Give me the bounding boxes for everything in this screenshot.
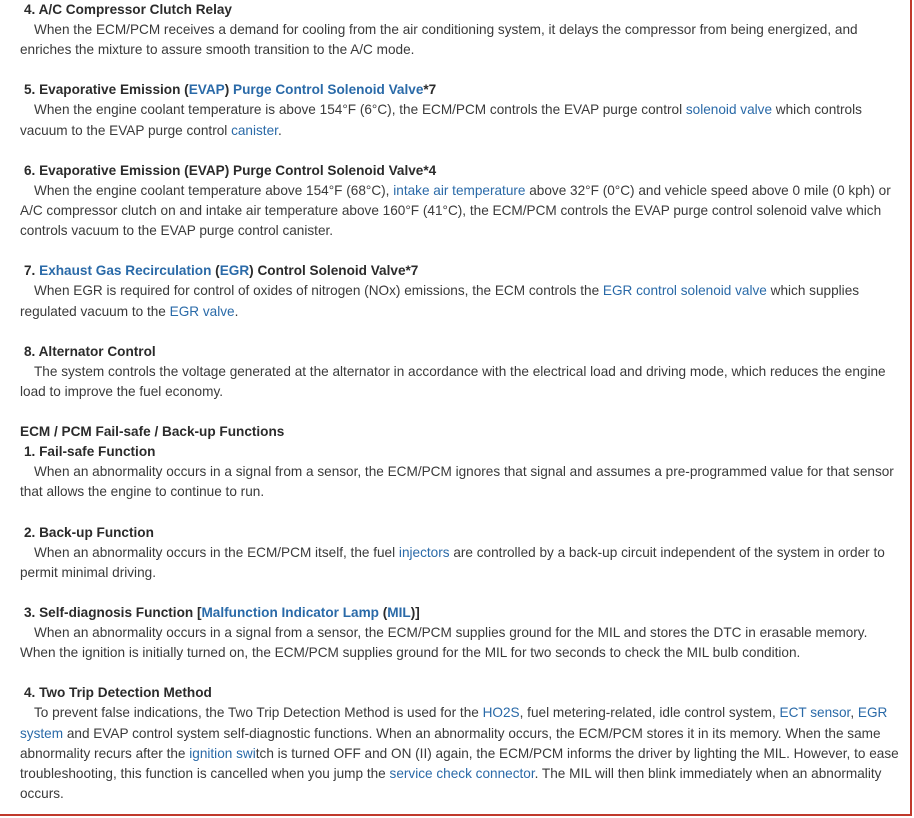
heading-text: )]	[410, 605, 420, 621]
body-text: ,	[850, 705, 858, 721]
heading-text: *7	[423, 82, 437, 98]
egr-link[interactable]: EGR	[219, 263, 250, 279]
body-text: which controls vacuum to the EVAP purge control	[20, 102, 862, 138]
ho2s-link[interactable]: HO2S	[482, 705, 520, 721]
heading-text: (	[211, 263, 220, 279]
section-body: The system controls the voltage generated at the alternator in accordance with the electrical load and driving mode, which reduces the engine load to improve the fuel economy.	[20, 363, 886, 400]
section-alternator-control	[20, 342, 904, 402]
section-two-trip-detection	[20, 683, 904, 804]
section-body: When an abnormality occurs in a signal from a sensor, the ECM/PCM supplies ground for the MIL and stores the DTC in erasable memory. When the ignition is initially turned on, the ECM/PCM supplies ground for the MIL for two seconds to check the MIL bulb condition.	[20, 625, 868, 661]
section-fail-safe-function	[20, 442, 904, 502]
section-body	[20, 703, 904, 804]
heading-text: 7.	[24, 263, 40, 279]
intake-air-temperature-link[interactable]: intake air temperature	[393, 182, 526, 198]
section-body	[20, 181, 904, 242]
injectors-link[interactable]: injectors	[398, 544, 450, 560]
body-text: tch is turned OFF and ON (II) again, the ECM/PCM informs the driver by lighting the MIL. However, to ease troubleshooting, this function is cancelled when you jump the	[20, 745, 899, 782]
body-text: To prevent false indications, the Two Trip Detection Method is used for the	[34, 705, 483, 721]
section-heading: 4. A/C Compressor Clutch Relay	[24, 2, 232, 17]
mil-link[interactable]: MIL	[387, 605, 411, 621]
section-heading: 2. Back-up Function	[24, 524, 154, 540]
egr-system-link[interactable]: EGR system	[20, 705, 888, 741]
section-evap-purge-4	[20, 161, 904, 242]
section-self-diagnosis-function	[20, 603, 904, 663]
section-body: When the ECM/PCM receives a demand for cooling from the air conditioning system, it delays the compressor from being energized, and enriches the mixture to assure smooth transition to the A/C mode.	[20, 22, 858, 58]
heading-text: (	[378, 605, 388, 621]
evap-link[interactable]: EVAP	[188, 82, 225, 98]
egr-valve-link[interactable]: EGR valve	[169, 303, 235, 319]
section-heading	[20, 80, 904, 100]
section-heading	[20, 261, 904, 281]
section-heading: 6. Evaporative Emission (EVAP) Purge Control Solenoid Valve*4	[24, 162, 437, 178]
body-text: When the engine coolant temperature above 154°F (68°C),	[34, 182, 394, 198]
body-text: . The MIL will then blink immediately when an abnormality occurs.	[20, 766, 882, 802]
body-text: are controlled by a back-up circuit independent of the system in order to permit minimal driving.	[20, 544, 885, 580]
body-text: When the engine coolant temperature is above 154°F (6°C), the ECM/PCM controls the EVAP purge control	[34, 102, 686, 118]
section-body	[20, 543, 904, 583]
canister-link[interactable]: canister	[231, 122, 278, 138]
body-text: , fuel metering-related, idle control system,	[519, 705, 780, 721]
body-text: and EVAP control system self-diagnostic functions. When an abnormality occurs, the ECM/PCM stores it in its memory. When the same abnormality recurs after the	[20, 725, 881, 761]
malfunction-indicator-lamp-link[interactable]: Malfunction Indicator Lamp	[201, 605, 379, 621]
failsafe-heading: ECM / PCM Fail-safe / Back-up Functions	[20, 424, 285, 440]
ignition-switch-link[interactable]: ignition swi	[189, 745, 256, 761]
section-body	[20, 281, 904, 321]
section-heading: 1. Fail-safe Function	[24, 444, 156, 460]
body-text: When an abnormality occurs in the ECM/PCM itself, the fuel	[34, 544, 399, 560]
section-heading: 8. Alternator Control	[24, 343, 156, 359]
section-ac-compressor-clutch-relay	[20, 0, 904, 60]
ect-sensor-link[interactable]: ECT sensor	[779, 705, 851, 721]
purge-control-solenoid-valve-link[interactable]: Purge Control Solenoid Valve	[233, 82, 424, 98]
body-text: .	[277, 122, 282, 138]
section-evap-purge-7	[20, 80, 904, 140]
section-heading: 4. Two Trip Detection Method	[24, 685, 212, 701]
solenoid-valve-link[interactable]: solenoid valve	[685, 102, 773, 118]
section-body: When an abnormality occurs in a signal from a sensor, the ECM/PCM ignores that signal and assumes a pre-programmed value for that sensor that allows the engine to continue to run.	[20, 464, 894, 500]
body-text: which supplies regulated vacuum to the	[20, 283, 860, 319]
section-heading	[20, 603, 904, 623]
egr-control-solenoid-valve-link[interactable]: EGR control solenoid valve	[602, 283, 767, 299]
heading-text: ) Control Solenoid Valve*7	[249, 263, 419, 279]
section-body	[20, 100, 904, 140]
body-text: .	[234, 303, 239, 319]
service-check-connector-link[interactable]: service check connector	[389, 766, 535, 782]
section-back-up-function	[20, 523, 904, 583]
section-egr-control-solenoid	[20, 261, 904, 321]
body-text: above 32°F (0°C) and vehicle speed above 0 mile (0 kph) or A/C compressor clutch on and intake air temperature above 160°F (41°C), the ECM/PCM controls the EVAP purge control solenoid valve which controls vacuum to the EVAP purge control canister.	[20, 182, 891, 239]
heading-text: )	[224, 82, 234, 98]
heading-text: 3. Self-diagnosis Function [	[24, 605, 202, 621]
body-text: When EGR is required for control of oxides of nitrogen (NOx) emissions, the ECM controls the	[34, 283, 603, 299]
exhaust-gas-recirculation-link[interactable]: Exhaust Gas Recirculation	[39, 263, 212, 279]
heading-text: 5. Evaporative Emission (	[24, 82, 189, 98]
document-content	[20, 0, 904, 804]
failsafe-heading-block	[20, 422, 904, 442]
